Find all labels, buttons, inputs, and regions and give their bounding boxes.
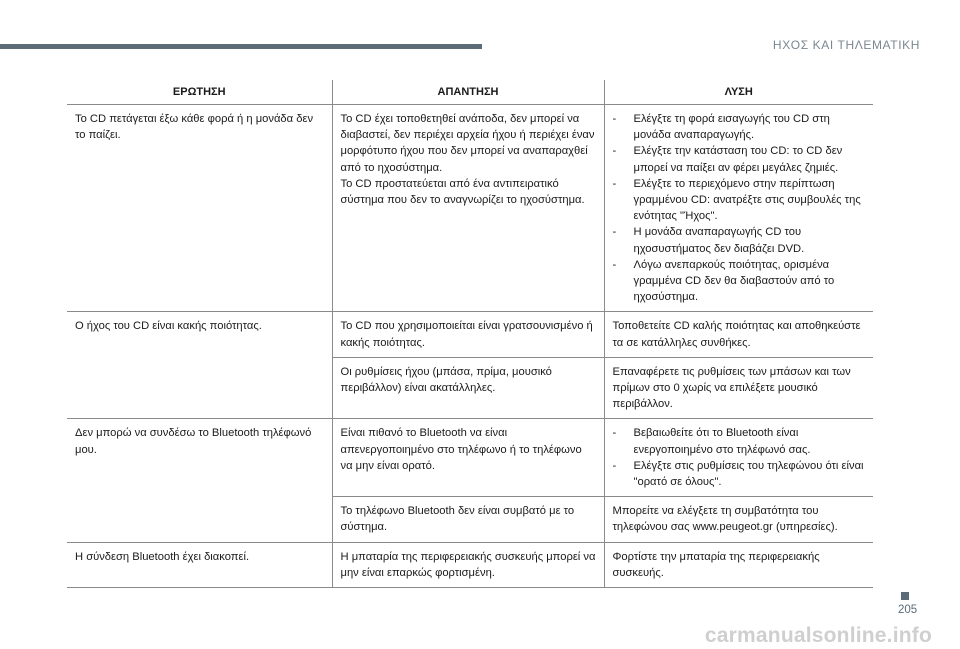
column-header-solution: ΛΥΣΗ <box>604 80 873 105</box>
table-row <box>67 312 873 357</box>
page-number: 205 <box>898 604 918 616</box>
section-title: ΗΧΟΣ ΚΑΙ ΤΗΛΕΜΑΤΙΚΗ <box>772 38 920 52</box>
solution-item: - Ελέγξτε στις ρυθμίσεις του τηλεφώνου ότι είναι "ορατό σε όλους". <box>613 458 866 490</box>
table-row <box>67 105 873 312</box>
answer-text: Το CD έχει τοποθετηθεί ανάποδα, δεν μπορεί να διαβαστεί, δεν περιέχει αρχεία ήχου ή περιέχει έναν μορφότυπο ήχου που δεν μπορεί να αναπαραχθεί από το ηχοσύστημα. <box>340 113 595 174</box>
answer-cell <box>332 105 604 312</box>
answer-cell: Το CD που χρησιμοποιείται είναι γρατσουνισμένο ή κακής ποιότητας. <box>332 312 604 357</box>
answer-text-extra: Το CD προστατεύεται από ένα αντιπειρατικό σύστημα που δεν το αναγνωρίζει το ηχοσύστημα. <box>340 177 585 207</box>
page-marker-square <box>901 592 909 600</box>
solution-item: - Ελέγξτε την κατάσταση του CD: το CD δεν μπορεί να παίξει αν φέρει μεγάλες ζημιές. <box>613 143 866 175</box>
question-cell <box>67 357 332 419</box>
table-row <box>67 497 873 542</box>
column-header-answer: ΑΠΑΝΤΗΣΗ <box>332 80 604 105</box>
solution-list <box>613 425 866 490</box>
question-cell: Ο ήχος του CD είναι κακής ποιότητας. <box>75 320 262 333</box>
table-row <box>67 357 873 419</box>
answer-cell: Η μπαταρία της περιφερειακής συσκευής μπορεί να μην είναι επαρκώς φορτισμένη. <box>332 542 604 587</box>
troubleshooting-table <box>67 80 873 588</box>
table-header-row <box>67 80 873 105</box>
header-accent-bar <box>0 44 482 49</box>
solution-item: - Βεβαιωθείτε ότι το Bluetooth είναι ενεργοποιημένο στο τηλέφωνό σας. <box>613 425 866 457</box>
solution-list <box>613 111 866 305</box>
solution-cell <box>604 419 873 497</box>
question-cell <box>67 497 332 542</box>
column-header-question: ΕΡΩΤΗΣΗ <box>67 80 332 105</box>
solution-cell: Τοποθετείτε CD καλής ποιότητας και αποθηκεύστε τα σε κατάλληλες συνθήκες. <box>604 312 873 357</box>
solution-item: - Ελέγξτε τη φορά εισαγωγής του CD στη μονάδα αναπαραγωγής. <box>613 111 866 143</box>
solution-item: - Η μονάδα αναπαραγωγής CD του ηχοσυστήματος δεν διαβάζει DVD. <box>613 224 866 256</box>
question-cell: Το CD πετάγεται έξω κάθε φορά ή η μονάδα δεν το παίζει. <box>67 105 332 312</box>
answer-cell: Οι ρυθμίσεις ήχου (μπάσα, πρίμα, μουσικό περιβάλλον) είναι ακατάλληλες. <box>332 357 604 419</box>
question-cell: Η σύνδεση Bluetooth έχει διακοπεί. <box>67 542 332 587</box>
solution-item: - Ελέγξτε το περιεχόμενο στην περίπτωση γραμμένου CD: ανατρέξτε στις συμβουλές της ενότητας "Ήχος". <box>613 176 866 225</box>
watermark: carmanualsonline.info <box>704 624 932 647</box>
table-row <box>67 542 873 587</box>
table-row <box>67 419 873 497</box>
question-cell: Δεν μπορώ να συνδέσω το Bluetooth τηλέφωνό μου. <box>75 427 312 456</box>
solution-cell: Φορτίστε την μπαταρία της περιφερειακής συσκευής. <box>604 542 873 587</box>
answer-cell: Είναι πιθανό το Bluetooth να είναι απενεργοποιημένο στο τηλέφωνο ή το τηλέφωνο να μην είναι ορατό. <box>332 419 604 497</box>
solution-item: - Λόγω ανεπαρκούς ποιότητας, ορισμένα γραμμένα CD δεν θα διαβαστούν από το ηχοσύστημα. <box>613 257 866 306</box>
solution-cell <box>604 105 873 312</box>
answer-cell: Το τηλέφωνο Bluetooth δεν είναι συμβατό με το σύστημα. <box>332 497 604 542</box>
solution-cell: Μπορείτε να ελέγξετε τη συμβατότητα του τηλεφώνου σας www.peugeot.gr (υπηρεσίες). <box>604 497 873 542</box>
solution-cell: Επαναφέρετε τις ρυθμίσεις των μπάσων και των πρίμων στο 0 χωρίς να επιλέξετε μουσικό περιβάλλον. <box>604 357 873 419</box>
